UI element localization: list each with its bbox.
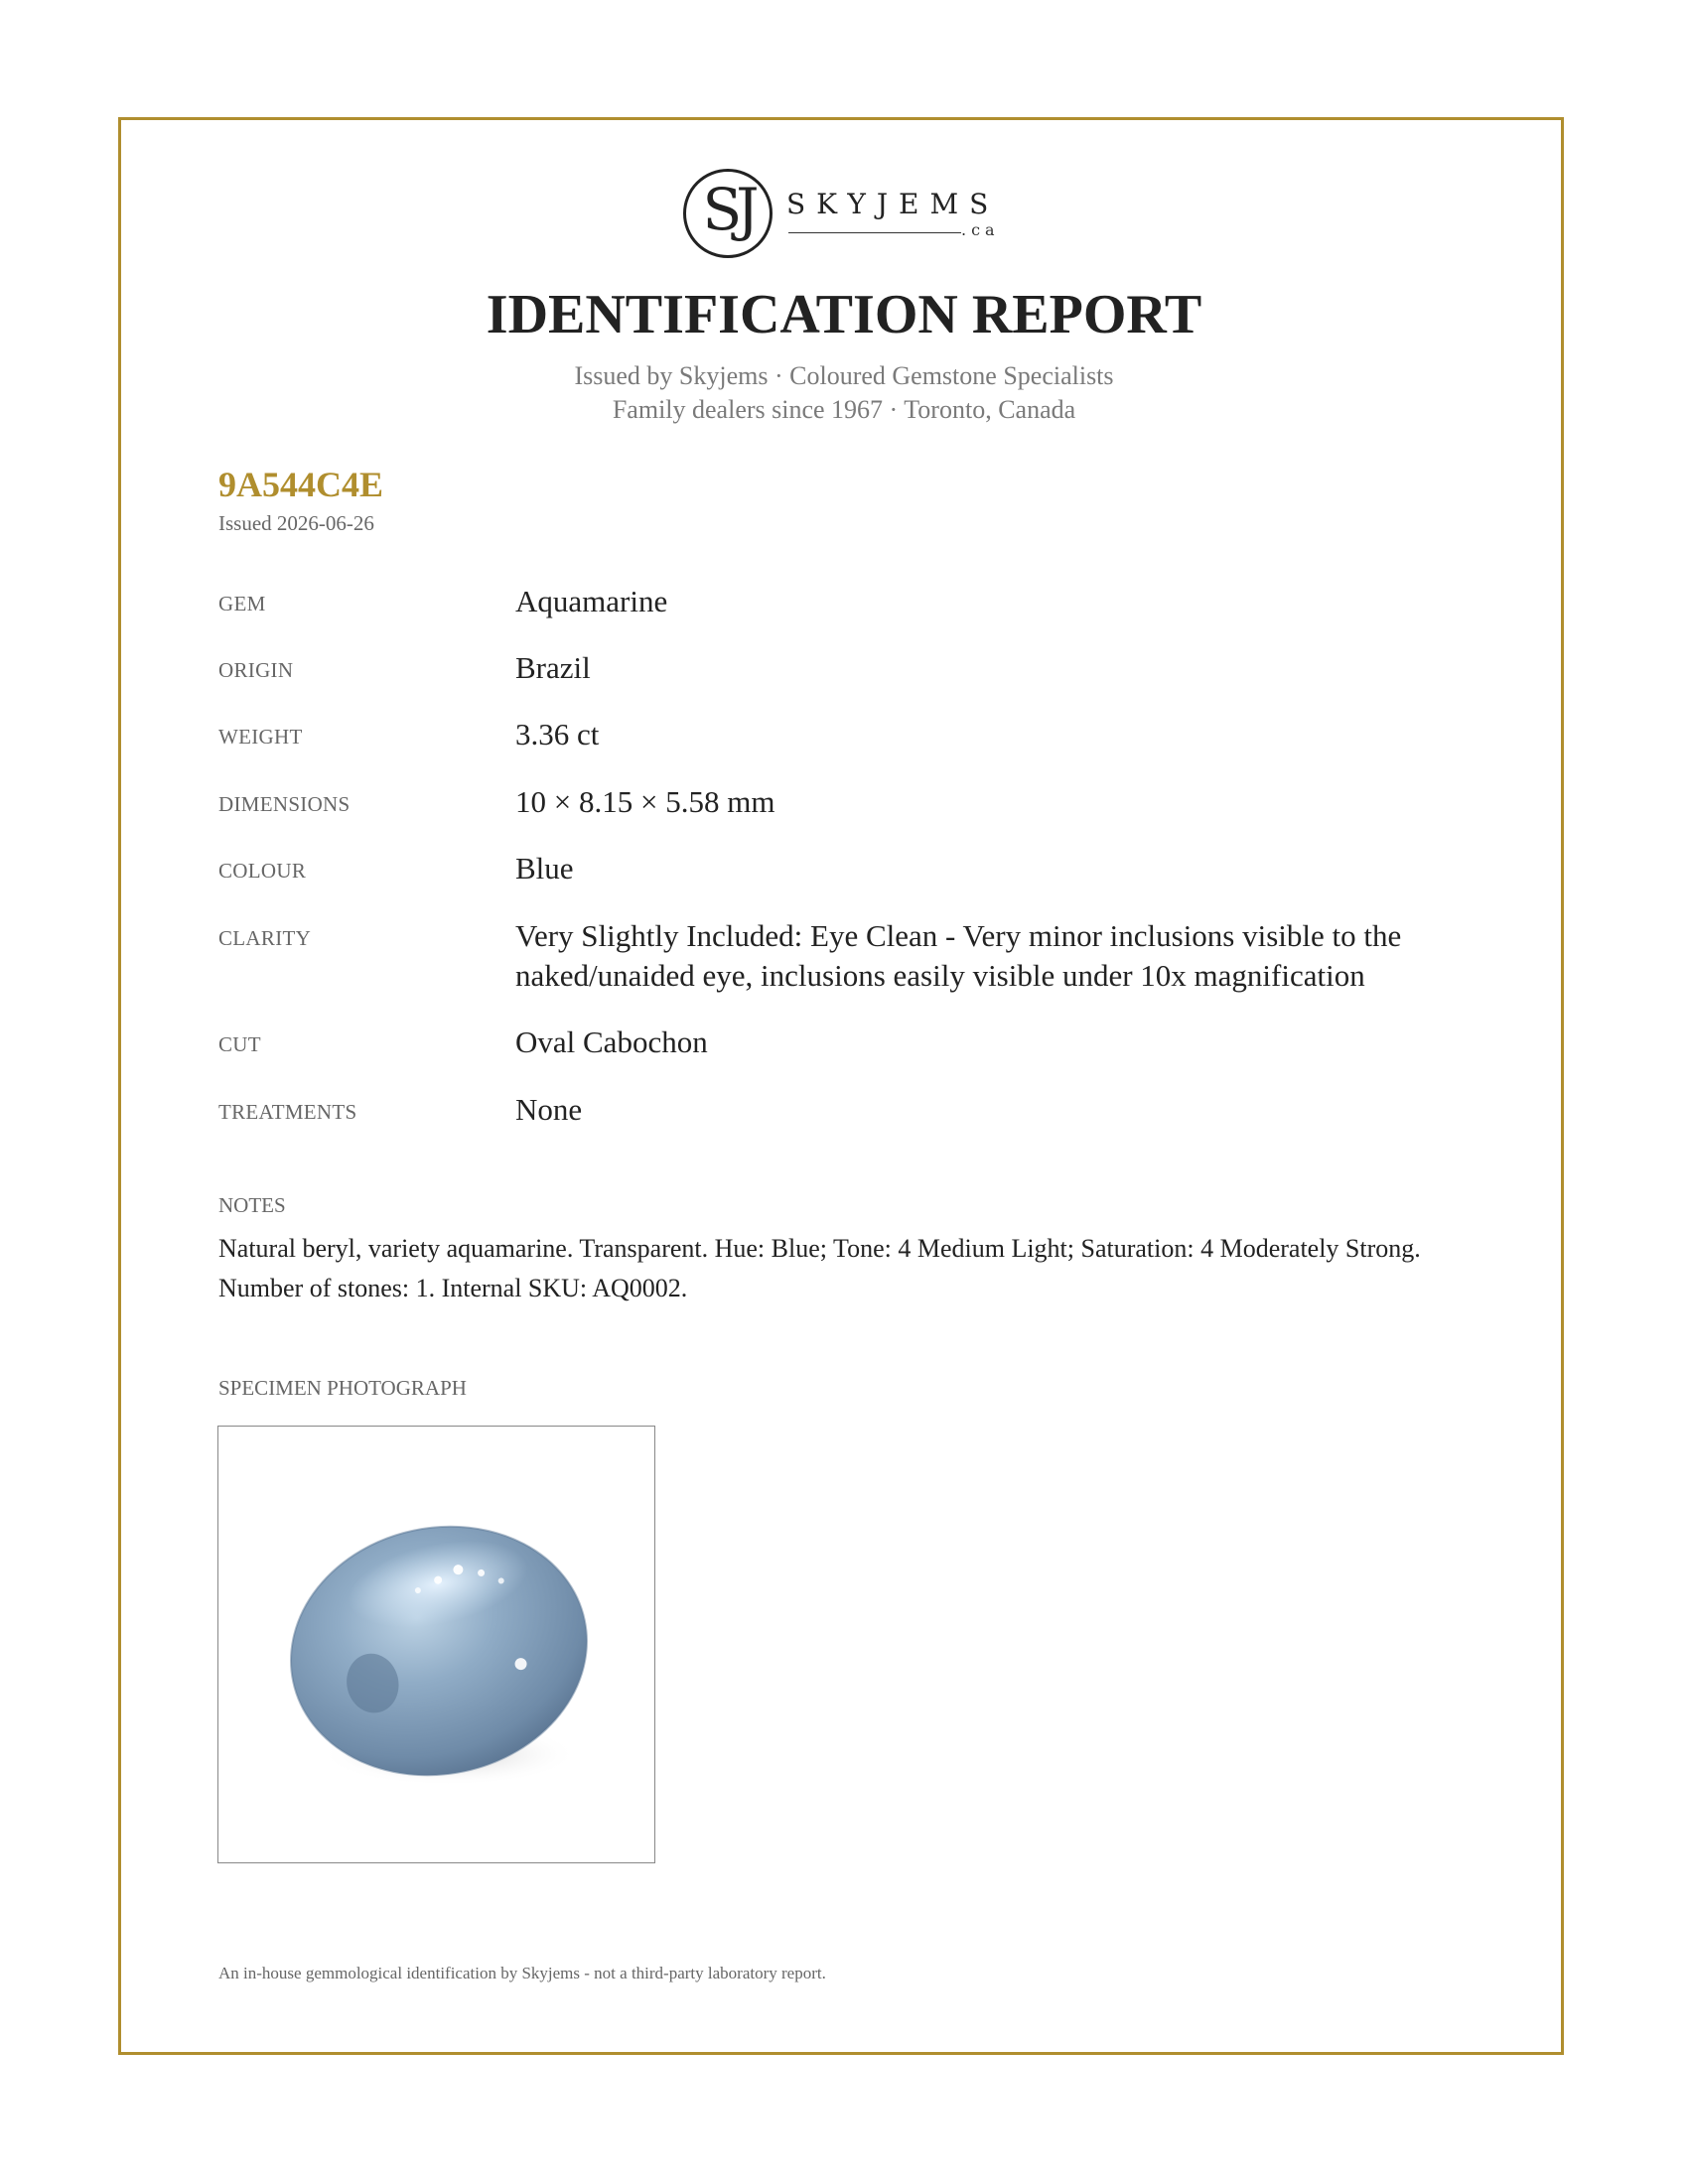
gem-value: Aquamarine (515, 584, 668, 618)
logo-wordmark: SKYJEMS (786, 188, 1000, 220)
weight-label: WEIGHT (218, 725, 303, 749)
specimen-photo-heading: SPECIMEN PHOTOGRAPH (218, 1376, 467, 1400)
colour-label: COLOUR (218, 859, 307, 883)
clarity-label: CLARITY (218, 926, 312, 950)
specimen-photo (217, 1426, 655, 1863)
clarity-value: Very Slightly Included: Eye Clean - Very minor inclusions visible to the naked/unaided eye, inclusions easily visible under 10x magnification (515, 918, 1402, 993)
logo-monogram: SJ (702, 176, 754, 243)
report-number: 9A544C4E (218, 465, 384, 504)
disclaimer-footer: An in-house gemmological identification by Skyjems - not a third-party laboratory report. (218, 1964, 826, 1982)
dealer-info-line: Family dealers since 1967 · Toronto, Canada (612, 395, 1076, 424)
logo-domain-suffix: .ca (961, 220, 1000, 239)
issue-date: Issued 2026-06-26 (218, 511, 374, 535)
report-title: IDENTIFICATION REPORT (486, 284, 1202, 345)
notes-heading: NOTES (218, 1193, 286, 1217)
logo-rule (788, 232, 961, 233)
cut-label: CUT (218, 1032, 261, 1056)
origin-label: ORIGIN (218, 658, 294, 682)
treatments-value: None (515, 1092, 583, 1127)
cut-value: Oval Cabochon (515, 1024, 708, 1059)
dimensions-label: DIMENSIONS (218, 792, 351, 816)
issuer-line: Issued by Skyjems · Coloured Gemstone Specialists (574, 361, 1114, 390)
brand-logo (683, 165, 1021, 264)
colour-value: Blue (515, 851, 574, 886)
weight-value: 3.36 ct (515, 717, 600, 751)
gem-label: GEM (218, 592, 266, 615)
aquamarine-cabochon-image (218, 1427, 656, 1864)
notes-text: Natural beryl, variety aquamarine. Transparent. Hue: Blue; Tone: 4 Medium Light; Saturation: 4 Moderately Strong. Number of stones: 1. Internal SKU: AQ0002. (218, 1234, 1421, 1302)
treatments-label: TREATMENTS (218, 1100, 357, 1124)
dimensions-value: 10 × 8.15 × 5.58 mm (515, 784, 775, 819)
origin-value: Brazil (515, 650, 591, 685)
